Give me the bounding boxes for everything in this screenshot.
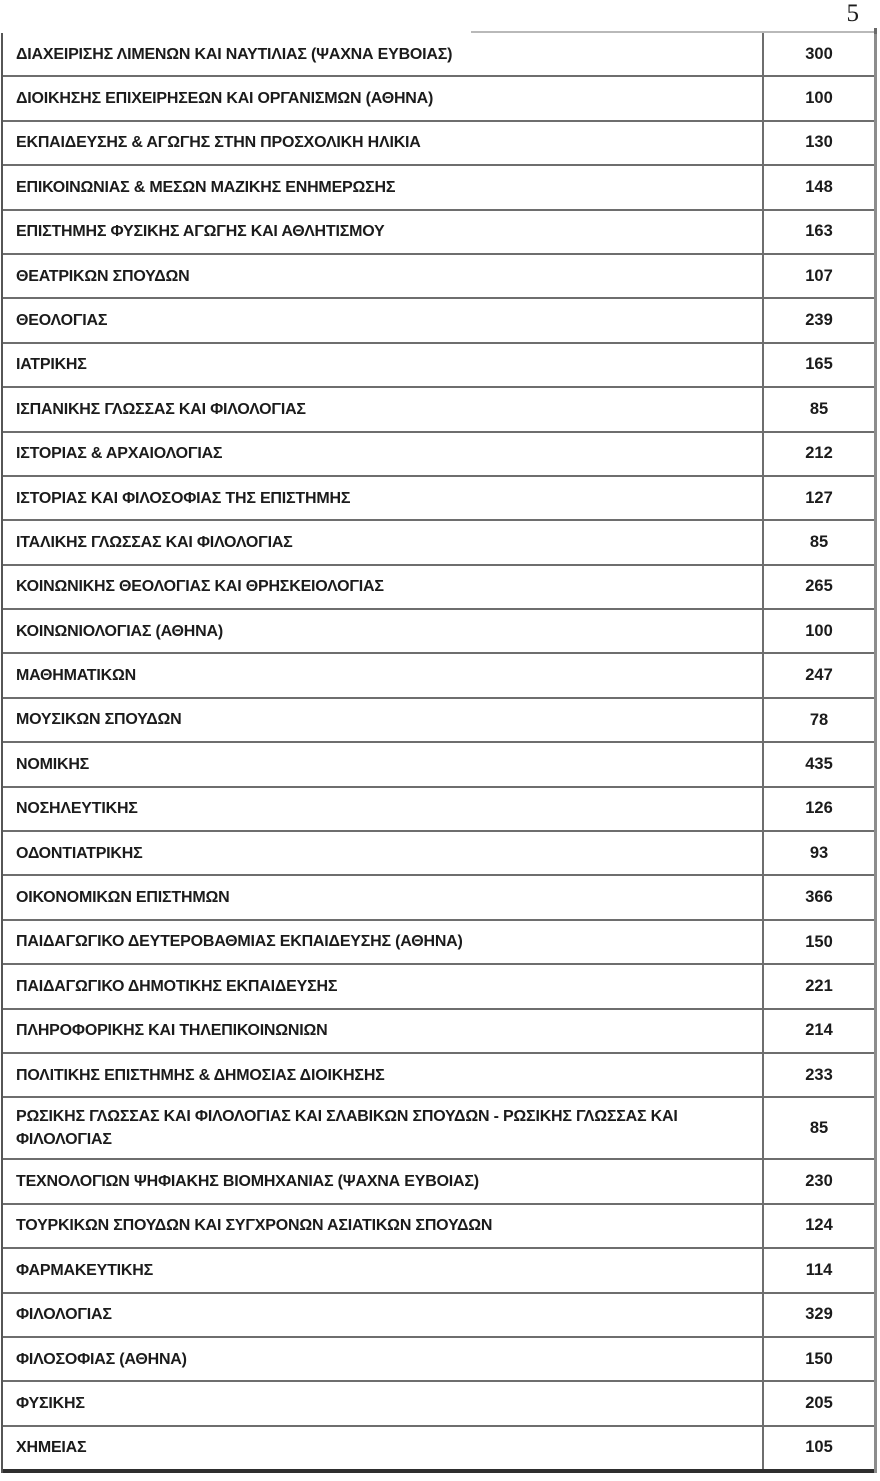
table-row (3, 1054, 874, 1098)
department-name-cell: ΠΑΙΔΑΓΩΓΙΚΟ ΔΗΜΟΤΙΚΗΣ ΕΚΠΑΙΔΕΥΣΗΣ (16, 977, 338, 995)
page-number: 5 (846, 0, 859, 27)
department-name-cell: ΦΙΛΟΛΟΓΙΑΣ (16, 1306, 112, 1324)
table-row (3, 832, 874, 876)
table-row (3, 33, 874, 77)
department-name-cell: ΦΑΡΜΑΚΕΥΤΙΚΗΣ (16, 1261, 154, 1279)
table-row (3, 433, 874, 477)
department-name-cell: ΕΠΙΣΤΗΜΗΣ ΦΥΣΙΚΗΣ ΑΓΩΓΗΣ ΚΑΙ ΑΘΛΗΤΙΣΜΟΥ (16, 223, 385, 241)
table-row (3, 1249, 874, 1293)
department-name-cell: ΠΟΛΙΤΙΚΗΣ ΕΠΙΣΤΗΜΗΣ & ΔΗΜΟΣΙΑΣ ΔΙΟΙΚΗΣΗΣ (16, 1066, 385, 1084)
department-count-cell: 230 (762, 1160, 874, 1202)
department-count-cell: 124 (762, 1205, 874, 1247)
department-name-cell: ΕΚΠΑΙΔΕΥΣΗΣ & ΑΓΩΓΗΣ ΣΤΗΝ ΠΡΟΣΧΟΛΙΚΗ ΗΛΙΚΙΑ (16, 134, 421, 152)
department-name-cell: ΦΙΛΟΣΟΦΙΑΣ (ΑΘΗΝΑ) (16, 1350, 187, 1368)
table-row (3, 610, 874, 654)
table-row (3, 921, 874, 965)
table-row (3, 1010, 874, 1054)
department-count-cell: 214 (762, 1010, 874, 1052)
table-row (3, 77, 874, 121)
table-row (3, 1098, 874, 1160)
table-row (3, 876, 874, 920)
department-name-cell: ΤΟΥΡΚΙΚΩΝ ΣΠΟΥΔΩΝ ΚΑΙ ΣΥΓΧΡΟΝΩΝ ΑΣΙΑΤΙΚΩΝ ΣΠΟΥΔΩΝ (16, 1217, 493, 1235)
department-name-cell: ΜΟΥΣΙΚΩΝ ΣΠΟΥΔΩΝ (16, 711, 182, 729)
department-count-cell: 105 (762, 1427, 874, 1469)
table-top-border (471, 31, 877, 33)
table-row (3, 1427, 874, 1473)
department-name-cell: ΚΟΙΝΩΝΙΟΛΟΓΙΑΣ (ΑΘΗΝΑ) (16, 622, 223, 640)
department-name-cell: ΙΣΠΑΝΙΚΗΣ ΓΛΩΣΣΑΣ ΚΑΙ ΦΙΛΟΛΟΓΙΑΣ (16, 400, 306, 418)
table-top-right-corner (874, 28, 877, 34)
department-name-cell: ΡΩΣΙΚΗΣ ΓΛΩΣΣΑΣ ΚΑΙ ΦΙΛΟΛΟΓΙΑΣ ΚΑΙ ΣΛΑΒΙΚΩΝ ΣΠΟΥΔΩΝ - ΡΩΣΙΚΗΣ ΓΛΩΣΣΑΣ ΚΑΙ ΦΙΛΟΛΟΓΙΑΣ (16, 1108, 678, 1149)
department-name-cell: ΠΑΙΔΑΓΩΓΙΚΟ ΔΕΥΤΕΡΟΒΑΘΜΙΑΣ ΕΚΠΑΙΔΕΥΣΗΣ (ΑΘΗΝΑ) (16, 933, 463, 951)
table-row (3, 566, 874, 610)
table-row (3, 255, 874, 299)
department-count-cell: 205 (762, 1382, 874, 1424)
table-row (3, 388, 874, 432)
departments-table (1, 33, 877, 1473)
table-row (3, 1294, 874, 1338)
department-count-cell: 85 (762, 388, 874, 430)
department-count-cell: 329 (762, 1294, 874, 1336)
table-row (3, 654, 874, 698)
table-row (3, 211, 874, 255)
department-count-cell: 130 (762, 122, 874, 164)
table-row (3, 699, 874, 743)
department-count-cell: 300 (762, 33, 874, 75)
table-row (3, 344, 874, 388)
table-row (3, 965, 874, 1009)
department-count-cell: 239 (762, 299, 874, 341)
department-name-cell: ΙΣΤΟΡΙΑΣ & ΑΡΧΑΙΟΛΟΓΙΑΣ (16, 445, 223, 463)
department-count-cell: 85 (762, 521, 874, 563)
department-count-cell: 165 (762, 344, 874, 386)
table-row (3, 1205, 874, 1249)
department-count-cell: 221 (762, 965, 874, 1007)
department-name-cell: ΟΔΟΝΤΙΑΤΡΙΚΗΣ (16, 844, 143, 862)
department-count-cell: 247 (762, 654, 874, 696)
table-row (3, 1160, 874, 1204)
department-count-cell: 85 (762, 1098, 874, 1158)
department-name-cell: ΝΟΣΗΛΕΥΤΙΚΗΣ (16, 800, 138, 818)
department-count-cell: 150 (762, 1338, 874, 1380)
table-row (3, 743, 874, 787)
department-name-cell: ΔΙΑΧΕΙΡΙΣΗΣ ΛΙΜΕΝΩΝ ΚΑΙ ΝΑΥΤΙΛΙΑΣ (ΨΑΧΝΑ ΕΥΒΟΙΑΣ) (16, 45, 453, 63)
table-row (3, 122, 874, 166)
department-count-cell: 93 (762, 832, 874, 874)
table-row (3, 521, 874, 565)
department-name-cell: ΚΟΙΝΩΝΙΚΗΣ ΘΕΟΛΟΓΙΑΣ ΚΑΙ ΘΡΗΣΚΕΙΟΛΟΓΙΑΣ (16, 578, 384, 596)
department-name-cell: ΔΙΟΙΚΗΣΗΣ ΕΠΙΧΕΙΡΗΣΕΩΝ ΚΑΙ ΟΡΓΑΝΙΣΜΩΝ (ΑΘΗΝΑ) (16, 89, 434, 107)
department-name-cell: ΙΤΑΛΙΚΗΣ ΓΛΩΣΣΑΣ ΚΑΙ ΦΙΛΟΛΟΓΙΑΣ (16, 533, 293, 551)
department-name-cell: ΕΠΙΚΟΙΝΩΝΙΑΣ & ΜΕΣΩΝ ΜΑΖΙΚΗΣ ΕΝΗΜΕΡΩΣΗΣ (16, 178, 396, 196)
department-name-cell: ΧΗΜΕΙΑΣ (16, 1439, 87, 1457)
department-name-cell: ΠΛΗΡΟΦΟΡΙΚΗΣ ΚΑΙ ΤΗΛΕΠΙΚΟΙΝΩΝΙΩΝ (16, 1022, 328, 1040)
department-name-cell: ΙΑΤΡΙΚΗΣ (16, 356, 87, 374)
department-name-cell: ΘΕΑΤΡΙΚΩΝ ΣΠΟΥΔΩΝ (16, 267, 190, 285)
department-name-cell: ΝΟΜΙΚΗΣ (16, 755, 90, 773)
department-count-cell: 163 (762, 211, 874, 253)
department-count-cell: 233 (762, 1054, 874, 1096)
department-count-cell: 366 (762, 876, 874, 918)
table-row (3, 477, 874, 521)
department-count-cell: 435 (762, 743, 874, 785)
department-count-cell: 265 (762, 566, 874, 608)
department-count-cell: 78 (762, 699, 874, 741)
department-name-cell: ΟΙΚΟΝΟΜΙΚΩΝ ΕΠΙΣΤΗΜΩΝ (16, 889, 230, 907)
table-rows (3, 33, 874, 1473)
table-row (3, 1338, 874, 1382)
table-row (3, 299, 874, 343)
department-count-cell: 114 (762, 1249, 874, 1291)
department-count-cell: 150 (762, 921, 874, 963)
department-name-cell: ΤΕΧΝΟΛΟΓΙΩΝ ΨΗΦΙΑΚΗΣ ΒΙΟΜΗΧΑΝΙΑΣ (ΨΑΧΝΑ ΕΥΒΟΙΑΣ) (16, 1172, 479, 1190)
department-count-cell: 100 (762, 610, 874, 652)
department-count-cell: 127 (762, 477, 874, 519)
department-count-cell: 212 (762, 433, 874, 475)
department-name-cell: ΜΑΘΗΜΑΤΙΚΩΝ (16, 667, 136, 685)
table-row (3, 1382, 874, 1426)
department-count-cell: 126 (762, 788, 874, 830)
department-name-cell: ΘΕΟΛΟΓΙΑΣ (16, 311, 108, 329)
department-name-cell: ΙΣΤΟΡΙΑΣ ΚΑΙ ΦΙΛΟΣΟΦΙΑΣ ΤΗΣ ΕΠΙΣΤΗΜΗΣ (16, 489, 351, 507)
department-name-cell: ΦΥΣΙΚΗΣ (16, 1394, 85, 1412)
table-row (3, 788, 874, 832)
department-count-cell: 100 (762, 77, 874, 119)
table-row (3, 166, 874, 210)
department-count-cell: 107 (762, 255, 874, 297)
department-count-cell: 148 (762, 166, 874, 208)
